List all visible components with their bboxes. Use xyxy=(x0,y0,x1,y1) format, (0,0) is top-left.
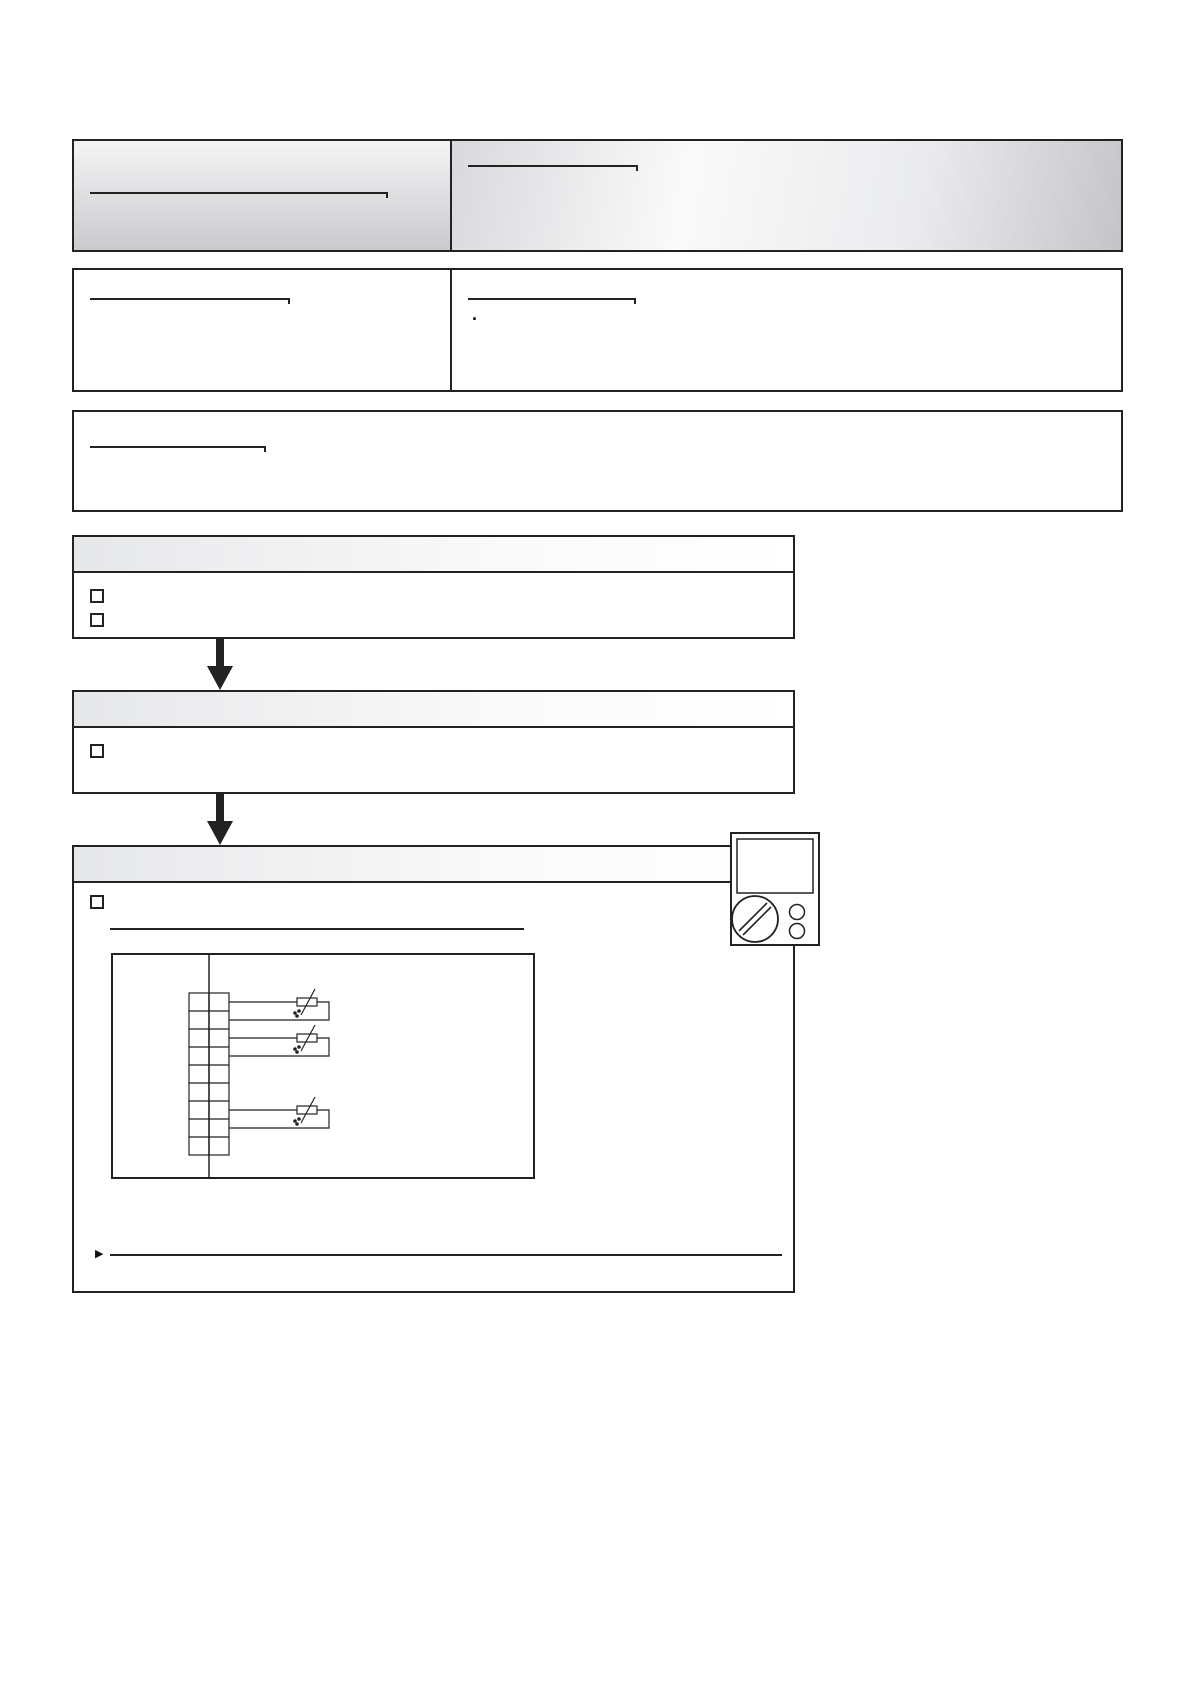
checkbox-icon xyxy=(90,895,104,909)
down-arrow-icon xyxy=(205,638,235,690)
info-left-panel xyxy=(72,268,452,392)
info-right-bullet: · xyxy=(472,309,478,329)
description-underline xyxy=(90,446,264,448)
header-left-panel xyxy=(72,139,452,252)
step-3-box xyxy=(72,845,795,1293)
description-panel xyxy=(72,410,1123,512)
down-arrow-icon xyxy=(205,793,235,845)
step-2-header xyxy=(74,692,793,728)
step-3-header xyxy=(74,847,793,883)
checkbox-icon xyxy=(90,613,104,627)
triangle-bullet-icon: ▶ xyxy=(95,1248,104,1260)
checkbox-icon xyxy=(90,589,104,603)
checkbox-icon xyxy=(90,744,104,758)
header-right-underline xyxy=(468,165,636,167)
step-3-note-underline xyxy=(110,928,524,930)
step-2-box xyxy=(72,690,795,794)
wiring-diagram xyxy=(111,953,535,1179)
header-left-underline xyxy=(90,192,386,194)
header-right-panel xyxy=(450,139,1123,252)
tester-meter-icon xyxy=(730,832,820,946)
info-right-underline xyxy=(468,298,634,300)
info-left-underline xyxy=(90,298,288,300)
step-1-box xyxy=(72,535,795,639)
step-3-footnote-underline xyxy=(110,1254,782,1256)
step-1-header xyxy=(74,537,793,573)
info-right-panel xyxy=(450,268,1123,392)
